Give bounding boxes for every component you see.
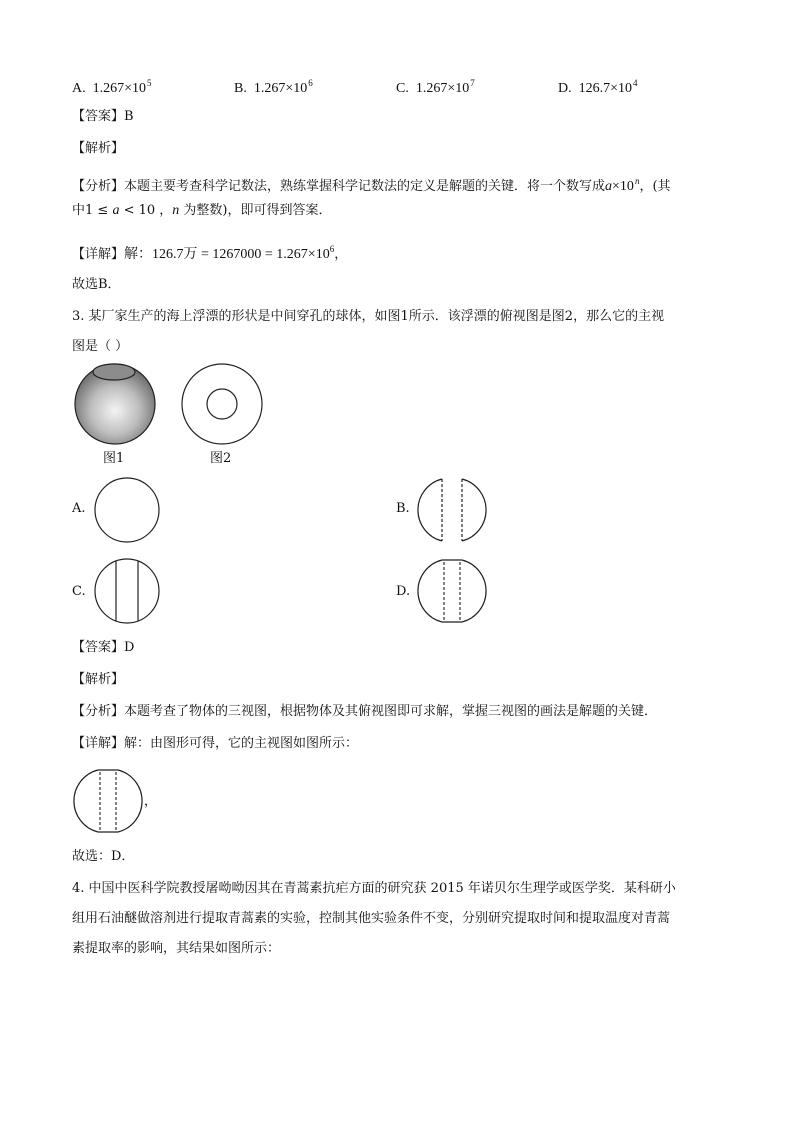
q2-conclusion: 故选B． — [72, 277, 121, 292]
q3-stem-line1: 3. 某厂家生产的海上浮漂的形状是中间穿孔的球体，如图1所示．该浮漂的俯视图是图2，那么它的主视 — [72, 309, 665, 324]
xiangjie-tag: 【详解】 — [72, 736, 125, 751]
fenxi-text: 本题考查了物体的三视图，根据物体及其俯视图即可求解，掌握三视图的画法是解题的关键． — [124, 704, 658, 719]
option-letter: D. — [558, 81, 572, 96]
option-c — [396, 74, 475, 98]
formula-var-n: n — [634, 176, 640, 186]
xiangjie-text: 解：126.7万 = 1267000 = 1.267×10 — [124, 247, 330, 262]
q3-fenxi-line — [72, 703, 657, 721]
q3-option-a-figure — [92, 477, 162, 543]
option-letter: B. — [234, 81, 247, 96]
q3-option-a-label: A. — [72, 501, 86, 516]
q3-answer-line — [72, 639, 134, 657]
fenxi-text: < 10 ， — [119, 203, 173, 218]
q3-option-b-label: B. — [396, 501, 410, 516]
q2-jiexi-tag: 【解析】 — [72, 141, 125, 156]
fenxi-text: 中1 ≤ — [72, 203, 113, 218]
answer-tag: 【答案】 — [72, 640, 125, 655]
option-value: 126.7×10 — [578, 81, 633, 96]
q3-xiangjie-line — [72, 735, 358, 753]
q3-conclusion: 故选：D． — [72, 849, 135, 864]
fenxi-text: 为整数)，即可得到答案． — [179, 203, 332, 218]
q4-stem-line1: 4. 中国中医科学院教授屠呦呦因其在青蒿素抗疟方面的研究获 2015 年诺贝尔生理学或医学奖．某科研小 — [72, 881, 676, 896]
formula-var-a: a — [605, 179, 613, 194]
q3-option-d-figure — [416, 558, 488, 624]
xiangjie-exponent: 6 — [329, 244, 335, 254]
option-exponent: 7 — [470, 78, 475, 88]
answer-value: B — [124, 109, 134, 124]
xiangjie-text: 解：由图形可得，它的主视图如图所示： — [124, 736, 359, 751]
option-b — [234, 74, 313, 98]
q2-fenxi-line2 — [72, 202, 332, 220]
xiangjie-tag: 【详解】 — [72, 247, 125, 262]
figure-1-caption: 图1 — [103, 451, 125, 466]
q3-option-c-label: C. — [72, 584, 86, 599]
fenxi-text: 本题主要考查科学记数法，熟练掌握科学记数法的定义是解题的关键．将一个数写成 — [124, 179, 606, 194]
fenxi-tag: 【分析】 — [72, 704, 125, 719]
fenxi-tag: 【分析】 — [72, 179, 125, 194]
q2-xiangjie-line — [72, 240, 347, 264]
formula — [605, 176, 640, 194]
q3-option-b-figure — [416, 477, 488, 543]
q4-stem-line2: 组用石油醚做溶剂进行提取青蒿素的实验，控制其他实验条件不变，分别研究提取时间和提取温度对青蒿 — [72, 911, 671, 926]
figure-1-sphere — [72, 360, 158, 446]
option-exponent: 4 — [633, 78, 638, 88]
option-a — [72, 74, 152, 98]
q3-solution-figure — [72, 768, 144, 834]
q3-option-c-figure — [92, 558, 162, 624]
formula-times: ×10 — [612, 179, 634, 194]
formula-var-a: a — [112, 203, 120, 218]
figure-2-caption: 图2 — [210, 451, 232, 466]
fenxi-text-tail: ，(其 — [639, 179, 671, 194]
answer-value: D — [124, 640, 135, 655]
formula-var-n: n — [172, 203, 180, 218]
option-value: 1.267×10 — [253, 81, 308, 96]
q2-fenxi-line1 — [72, 172, 671, 196]
q3-solution-comma: ， — [144, 794, 158, 809]
q3-stem-line2: 图是（ ） — [72, 339, 129, 354]
option-letter: A. — [72, 81, 86, 96]
answer-tag: 【答案】 — [72, 109, 125, 124]
q4-stem-line3: 素提取率的影响，其结果如图所示： — [72, 941, 281, 956]
option-letter: C. — [396, 81, 409, 96]
option-exponent: 6 — [308, 78, 313, 88]
q3-jiexi-tag: 【解析】 — [72, 672, 125, 687]
figure-2-ring — [180, 362, 264, 446]
q2-answer-line — [72, 108, 134, 126]
option-d — [558, 74, 638, 98]
q3-option-d-label: D. — [396, 584, 411, 599]
xiangjie-end: ， — [334, 247, 348, 262]
option-value: 1.267×10 — [415, 81, 470, 96]
option-exponent: 5 — [147, 78, 152, 88]
option-value: 1.267×10 — [92, 81, 147, 96]
